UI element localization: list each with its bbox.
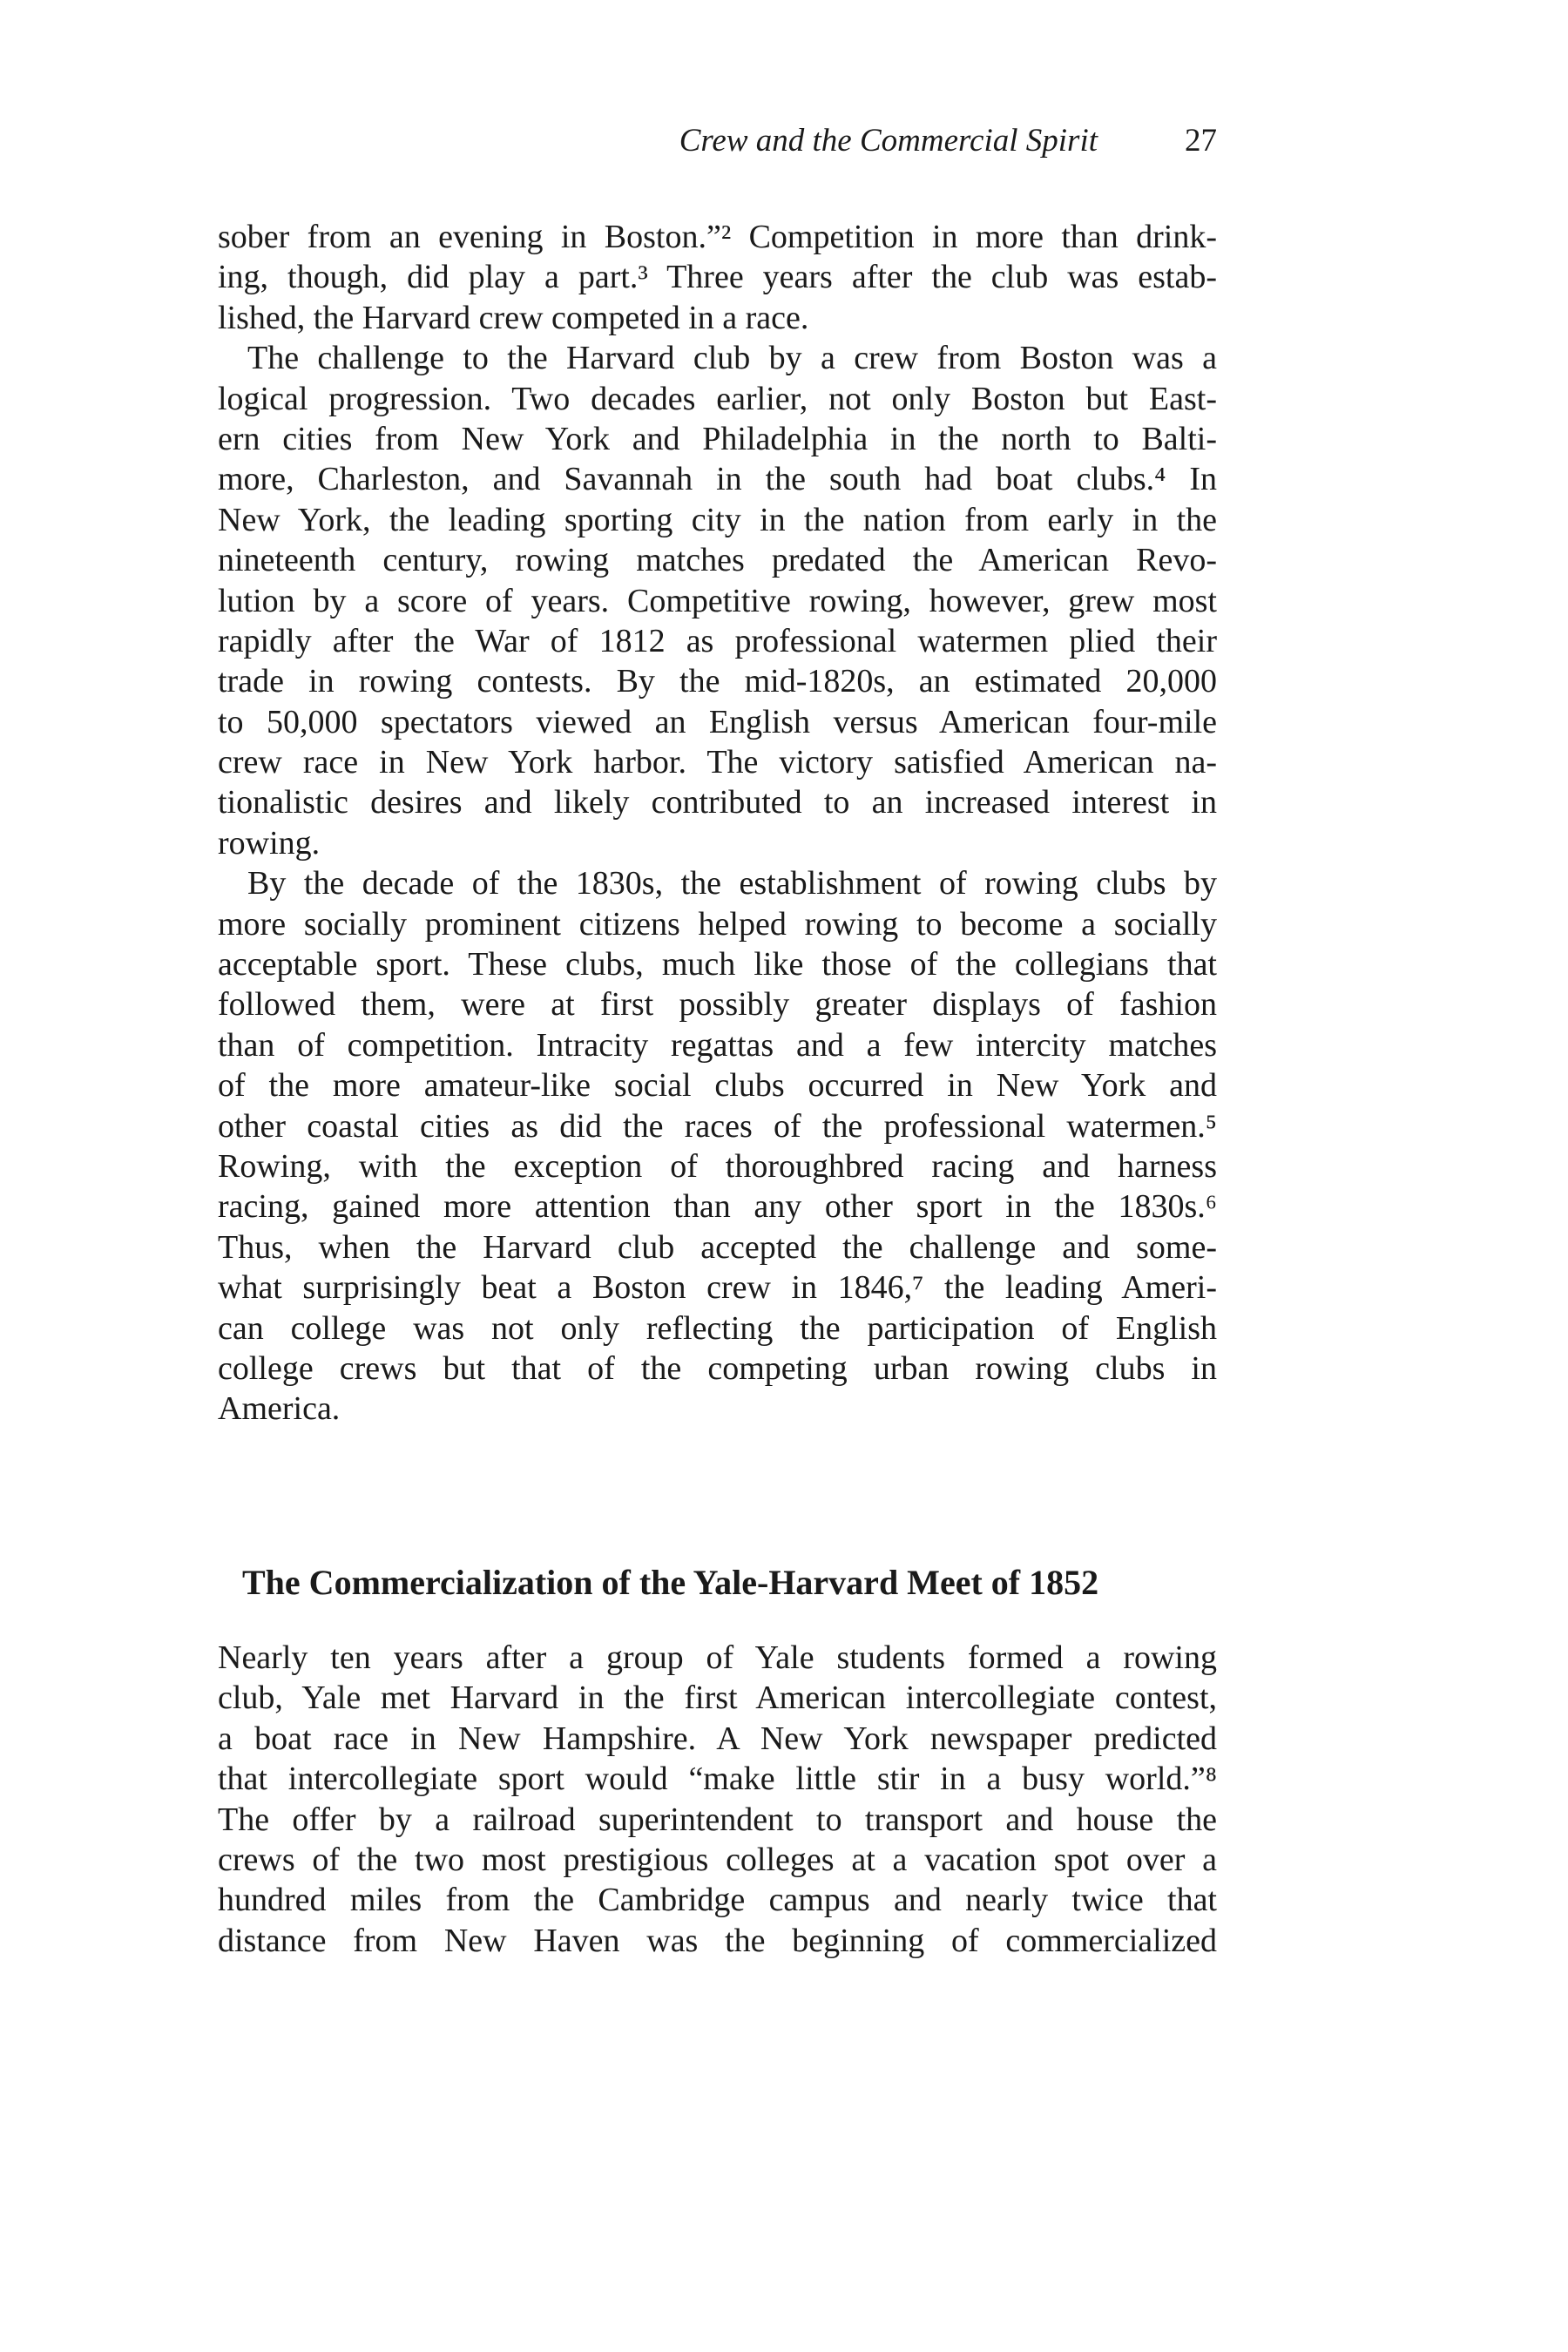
text-line: that intercollegiate sport would “make little stir in a busy world.”⁸ <box>218 1761 1217 1798</box>
running-head-title: Crew and the Commercial Spirit <box>679 123 1098 159</box>
text-line: tionalistic desires and likely contributed to an increased interest in <box>218 784 1217 821</box>
text-line: logical progression. Two decades earlier, not only Boston but East- <box>218 380 1217 417</box>
text-line: followed them, were at first possibly greater displays of fashion <box>218 986 1217 1024</box>
text-line: New York, the leading sporting city in the nation from early in the <box>218 501 1217 538</box>
text-line: nineteenth century, rowing matches predated the American Revo- <box>218 542 1217 579</box>
text-line: than of competition. Intracity regattas and a few intercity matches <box>218 1026 1217 1064</box>
paragraph <box>218 863 1217 1429</box>
text-line: what surprisingly beat a Boston crew in 1846,⁷ the leading Ameri- <box>218 1269 1217 1307</box>
page-number: 27 <box>1185 123 1217 159</box>
section-heading: The Commercialization of the Yale-Harvard Meet of 1852 <box>242 1563 1099 1602</box>
text-line: of the more amateur-like social clubs occurred in New York and <box>218 1067 1217 1105</box>
text-line: Rowing, with the exception of thoroughbred racing and harness <box>218 1147 1217 1185</box>
text-line: crew race in New York harbor. The victory satisfied American na- <box>218 744 1217 781</box>
body-text-before-heading <box>218 217 1217 1429</box>
text-line: lution by a score of years. Competitive rowing, however, grew most <box>218 582 1217 619</box>
running-head <box>218 122 1217 166</box>
text-line: more socially prominent citizens helped rowing to become a socially <box>218 905 1217 943</box>
text-line: By the decade of the 1830s, the establishment of rowing clubs by <box>247 865 1217 902</box>
text-line: rapidly after the War of 1812 as professional watermen plied their <box>218 622 1217 659</box>
text-line: other coastal cities as did the races of the professional watermen.⁵ <box>218 1107 1217 1145</box>
text-line: college crews but that of the competing urban rowing clubs in <box>218 1349 1217 1387</box>
text-line: crews of the two most prestigious colleges at a vacation spot over a <box>218 1841 1217 1878</box>
text-line: Thus, when the Harvard club accepted the challenge and some- <box>218 1228 1217 1266</box>
text-line: can college was not only reflecting the participation of English <box>218 1309 1217 1347</box>
text-line: club, Yale met Harvard in the first American intercollegiate contest, <box>218 1680 1217 1717</box>
text-line: The offer by a railroad superintendent to transport and house the <box>218 1801 1217 1838</box>
text-line: trade in rowing contests. By the mid-1820s, an estimated 20,000 <box>218 663 1217 700</box>
text-line: Nearly ten years after a group of Yale students formed a rowing <box>218 1639 1217 1676</box>
text-line: ern cities from New York and Philadelphia in the north to Balti- <box>218 420 1217 457</box>
text-line: more, Charleston, and Savannah in the south had boat clubs.⁴ In <box>218 461 1217 498</box>
paragraph <box>218 1638 1217 1961</box>
body-text-after-heading <box>218 1638 1217 1961</box>
text-line: to 50,000 spectators viewed an English versus American four-mile <box>218 703 1217 740</box>
text-line: racing, gained more attention than any other sport in the 1830s.⁶ <box>218 1188 1217 1226</box>
text-line: distance from New Haven was the beginning of commercialized <box>218 1922 1217 1959</box>
text-line: acceptable sport. These clubs, much like those of the collegians that <box>218 946 1217 983</box>
text-line: ing, though, did play a part.³ Three years after the club was estab- <box>218 259 1217 296</box>
text-line: sober from an evening in Boston.”² Competition in more than drink- <box>218 219 1217 255</box>
text-line: The challenge to the Harvard club by a crew from Boston was a <box>247 340 1217 377</box>
paragraph <box>218 338 1217 863</box>
paragraph <box>218 217 1217 338</box>
text-line: a boat race in New Hampshire. A New York newspaper predicted <box>218 1720 1217 1757</box>
text-line: hundred miles from the Cambridge campus and nearly twice that <box>218 1882 1217 1919</box>
text-line: lished, the Harvard crew competed in a race. <box>218 299 809 336</box>
text-line: rowing. <box>218 824 321 862</box>
text-line: America. <box>218 1390 341 1428</box>
